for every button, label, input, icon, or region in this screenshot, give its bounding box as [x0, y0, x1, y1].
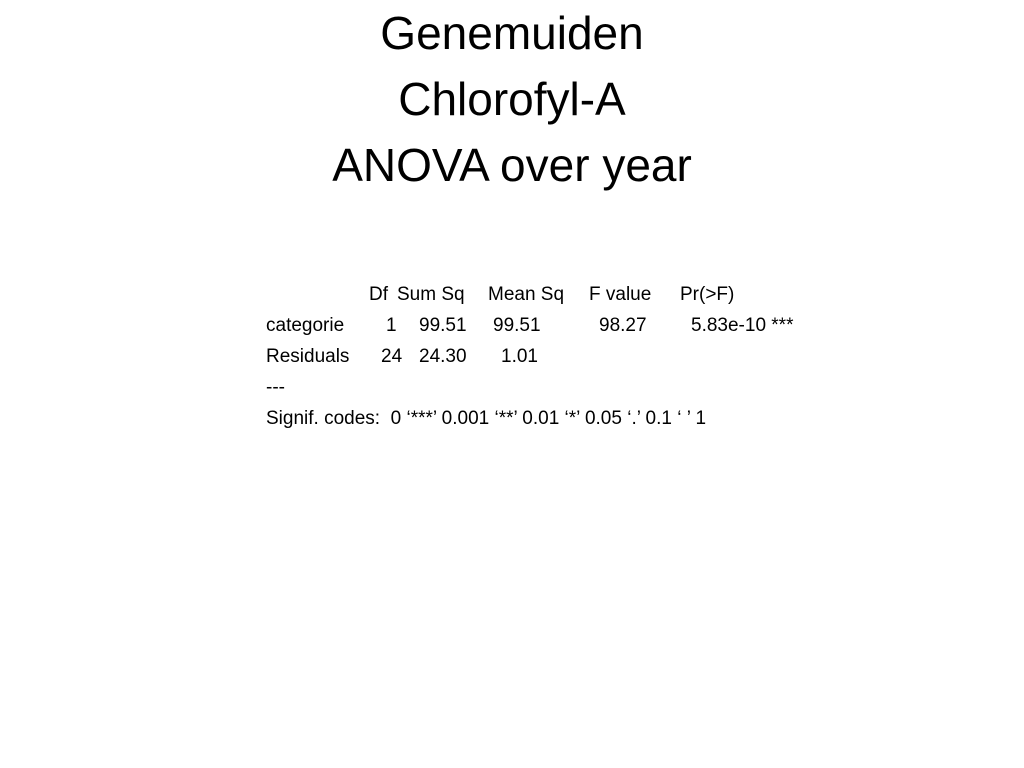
row-sum-sq: 24.30 [419, 346, 467, 367]
row-df: 24 [381, 346, 403, 367]
anova-separator [266, 372, 886, 403]
anova-header-row [266, 279, 886, 310]
row-sum-sq: 99.51 [419, 315, 467, 336]
anova-row-residuals [266, 341, 886, 372]
separator-text: --- [266, 377, 285, 398]
row-mean-sq: 99.51 [493, 315, 541, 336]
row-term: categorie [266, 315, 345, 336]
title-line-location: Genemuiden [380, 7, 644, 59]
title-line-variable: Chlorofyl-A [398, 73, 626, 125]
row-df: 1 [386, 315, 397, 336]
header-df: Df [369, 284, 388, 305]
anova-signif-codes [266, 403, 886, 434]
row-mean-sq: 1.01 [501, 346, 538, 367]
row-f-value: 98.27 [599, 315, 647, 336]
header-mean-sq: Mean Sq [488, 284, 565, 305]
header-f-value: F value [589, 284, 652, 305]
anova-row-categorie [266, 310, 886, 341]
signif-codes-text: Signif. codes: 0 ‘***’ 0.001 ‘**’ 0.01 ‘*’ 0.05 ‘.’ 0.1 ‘ ’ 1 [266, 408, 707, 429]
header-sum-sq: Sum Sq [397, 284, 465, 305]
slide-title [0, 0, 1024, 198]
title-line-analysis: ANOVA over year [332, 139, 692, 191]
row-p-value: 5.83e-10 *** [691, 315, 794, 336]
header-p-value: Pr(>F) [680, 284, 735, 305]
row-term: Residuals [266, 346, 350, 367]
anova-table [266, 279, 886, 434]
